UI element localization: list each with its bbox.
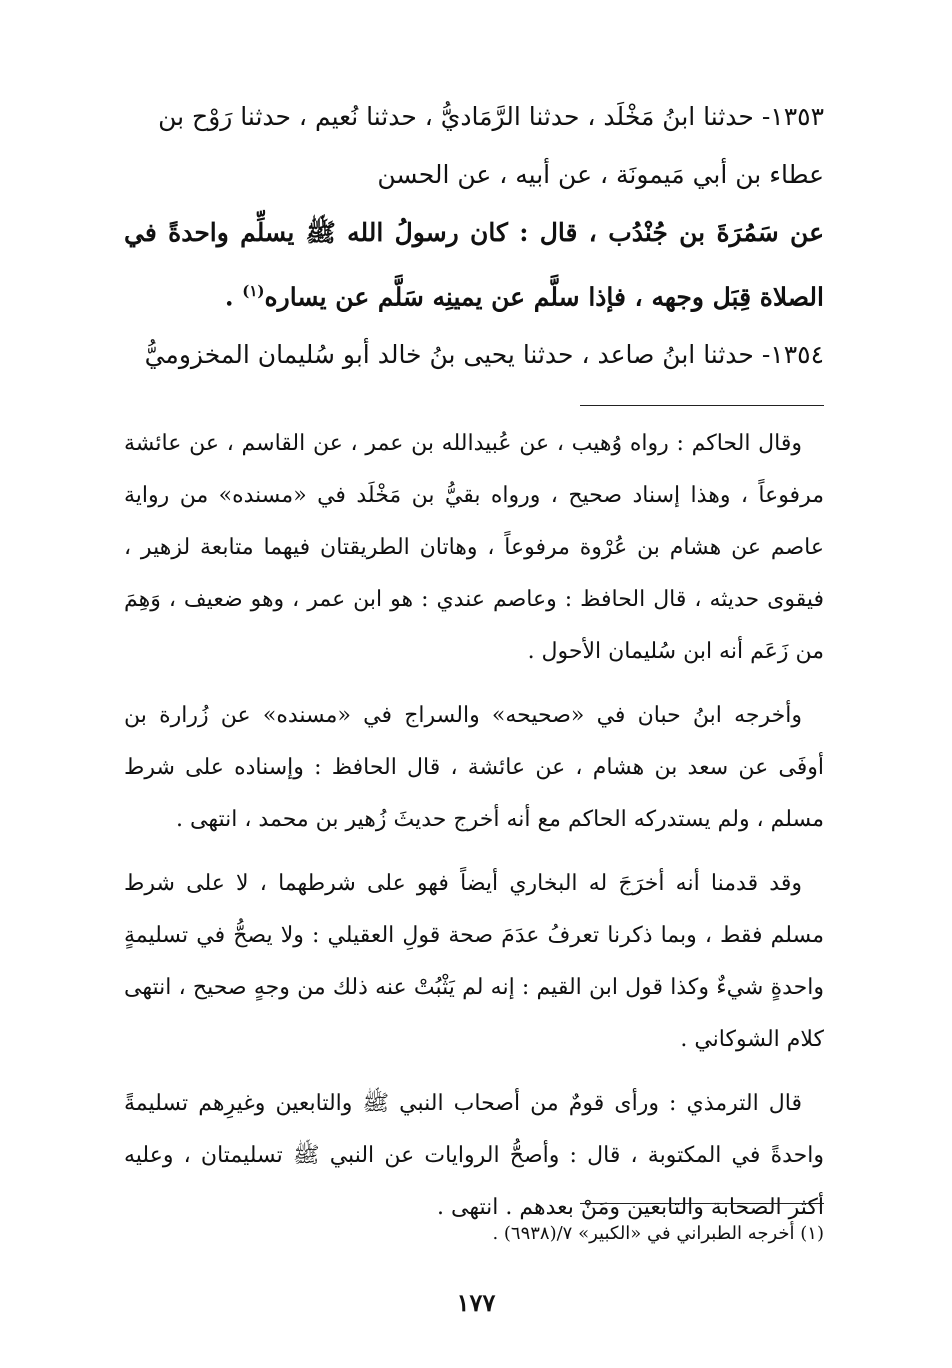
- commentary: [124, 418, 824, 1246]
- hadith-1353-isnad-line2: عطاء بن أبي مَيمونَة ، عن أبيه ، عن الحسن: [377, 160, 824, 189]
- hadith-1353-matn: [124, 204, 824, 326]
- commentary-para-1-text: وقال الحاكم : رواه وُهيب ، عن عُبيدالله بن عمر ، عن القاسم ، عن عائشة مرفوعاً ، وهذا إسناد صحيح ، ورواه بقيُّ بن مَخْلَد في «مسنده» من رواية عاصم عن هشام بن عُرْوة مرفوعاً ، وهاتان الطريقتان فيهما متابعة لزهير ، فيقوى حديثه ، قال الحافظ : وعاصم عندي : هو ابن عمر ، وهو ضعيف ، وَهِمَ من زَعَم أنه ابن سُليمان الأحول .: [124, 431, 824, 664]
- commentary-para-2: [124, 690, 824, 846]
- commentary-para-1: [124, 418, 824, 678]
- hadith-1353-matn-text: عن سَمُرَةَ بن جُنْدُب ، قال : كان رسولُ الله ﷺ يسلِّم واحدةً في الصلاة قِبَل وجهه ، فإذا سلَّم عن يمينِه سَلَّم عن يساره: [124, 218, 824, 312]
- hadith-1354-isnad-line1: ١٣٥٤- حدثنا ابنُ صاعد ، حدثنا يحيى بنُ خالد أبو سُليمان المخزوميُّ: [144, 340, 824, 370]
- hadith-1353-isnad-line1: ١٣٥٣- حدثنا ابنُ مَخْلَد ، حدثنا الرَّمَاديُّ ، حدثنا نُعيم ، حدثنا رَوْح بن: [158, 102, 824, 131]
- main-text: [124, 88, 824, 384]
- commentary-para-2-text: وأخرجه ابنُ حبان في «صحيحه» والسراج في «مسنده» عن زُرارة بن أوفَى عن سعد بن هشام ، عن عائشة ، قال الحافظ : وإسناده على شرط مسلم ، ولم يستدركه الحاكم مع أنه أخرج حديثَ زُهير بن محمد ، انتهى .: [124, 703, 824, 832]
- footnote-ref-1: (١): [242, 282, 265, 300]
- commentary-para-3-text: وقد قدمنا أنه أخرَجَ له البخاري أيضاً فهو على شرطهما ، لا على شرط مسلم فقط ، وبما ذكرنا تعرفُ عدَمَ صحة قولِ العقيلي : ولا يصحُّ في تسليمةٍ واحدةٍ شيءٌ وكذا قول ابن القيم : إنه لم يَثْبُتْ عنه ذلك من وجهٍ صحيح ، انتهى كلام الشوكاني .: [124, 871, 824, 1052]
- commentary-para-4: [124, 1078, 824, 1234]
- commentary-para-4-text: قال الترمذي : ورأى قومٌ من أصحاب النبي ﷺ والتابعين وغيرِهم تسليمةً واحدةً في المكتوبة ، قال : وأصحُّ الروايات عن النبي ﷺ تسليمتان ، وعليه أكثر الصحابة والتابعين ومَنْ بعدهم . انتهى .: [124, 1091, 824, 1220]
- footnote-divider: [580, 1203, 824, 1204]
- commentary-divider: [580, 405, 824, 406]
- commentary-para-3: [124, 858, 824, 1066]
- page-number: ١٧٧: [456, 1288, 496, 1317]
- footnote-1: (١) أخرجه الطبراني في «الكبير» ٧/(٦٩٣٨) .: [492, 1223, 824, 1244]
- hadith-1353-matn-end: .: [224, 282, 243, 312]
